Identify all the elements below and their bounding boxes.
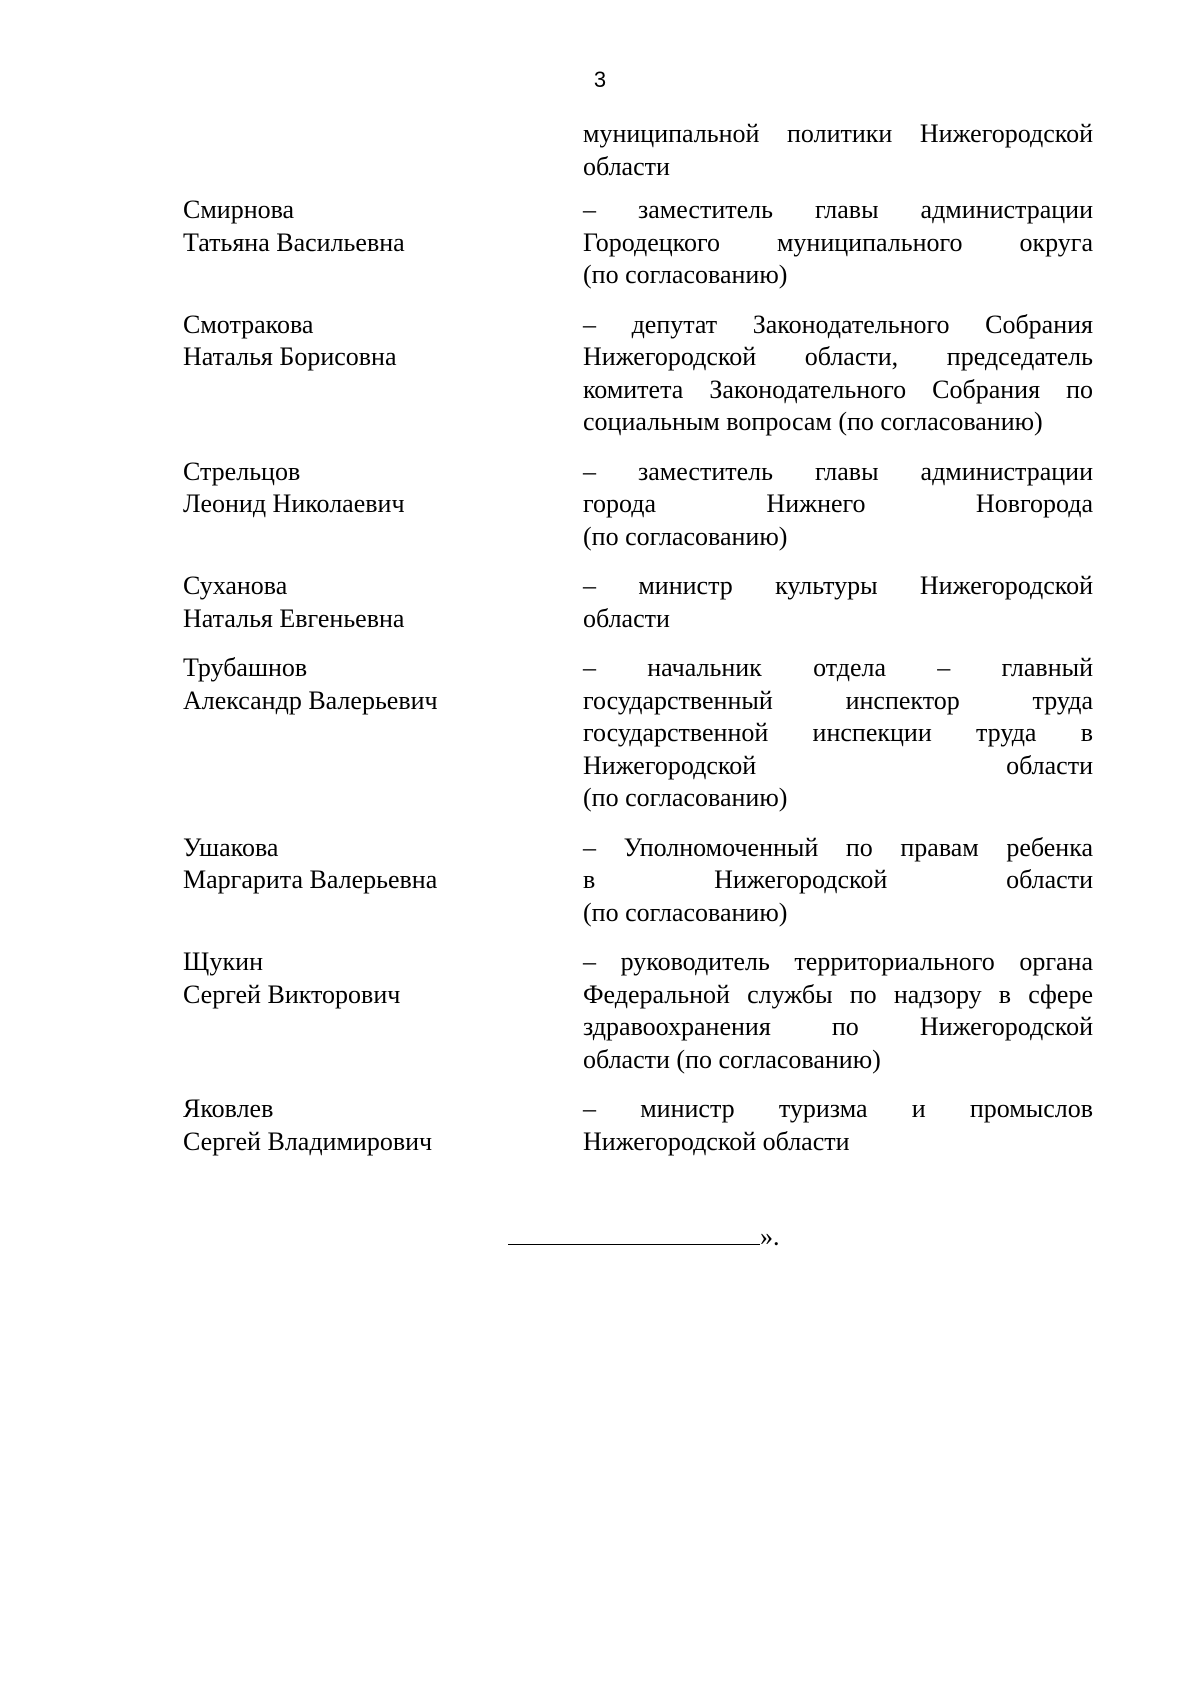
closing-rule	[508, 1222, 760, 1245]
member-entry	[0, 309, 1200, 439]
closing-quote-mark: ».	[760, 1222, 780, 1251]
role-line: (по согласованию)	[583, 897, 788, 927]
role-line: – заместитель главы администрации	[583, 195, 1093, 224]
role-line: – министр культуры Нижегородской	[583, 571, 1093, 600]
role-line: Нижегородской области, председатель	[583, 342, 1093, 371]
role-line: – министр туризма и промыслов	[583, 1094, 1093, 1123]
member-given-names: Сергей Владимирович	[183, 1126, 433, 1156]
member-name	[183, 1093, 563, 1158]
role-line: Нижегородской области	[583, 750, 1093, 780]
member-role	[583, 309, 1093, 439]
member-given-names: Наталья Евгеньевна	[183, 603, 405, 633]
role-line: комитета Законодательного Собрания по	[583, 374, 1093, 404]
role-line: Городецкого муниципального округа	[583, 227, 1093, 257]
role-line: – заместитель главы администрации	[583, 456, 1093, 486]
role-line: Нижегородской области	[583, 1126, 850, 1156]
member-given-names: Татьяна Васильевна	[183, 227, 405, 257]
member-entry	[0, 652, 1200, 815]
member-given-names: Леонид Николаевич	[183, 489, 405, 518]
page-number: 3	[593, 67, 607, 92]
member-role	[583, 194, 1093, 292]
member-role	[583, 946, 1093, 1076]
member-surname: Суханова	[183, 571, 288, 600]
member-surname: Ушакова	[183, 832, 279, 862]
role-line: – начальник отдела – главный	[583, 653, 1093, 682]
member-given-names: Наталья Борисовна	[183, 342, 397, 371]
member-entry	[0, 832, 1200, 930]
member-name	[183, 456, 563, 521]
member-role	[583, 570, 1093, 635]
role-line: – руководитель территориального органа	[583, 947, 1093, 976]
role-line: (по согласованию)	[583, 783, 788, 812]
member-surname: Смирнова	[183, 195, 295, 224]
role-line: здравоохранения по Нижегородской	[583, 1012, 1093, 1041]
role-line: Федеральной службы по надзору в сфере	[583, 979, 1093, 1009]
role-line: государственный инспектор труда	[583, 685, 1093, 715]
member-entry	[0, 946, 1200, 1076]
member-entry	[0, 570, 1200, 635]
role-line: области	[583, 603, 670, 633]
role-line: города Нижнего Новгорода	[583, 489, 1093, 518]
role-line: (по согласованию)	[583, 260, 788, 289]
member-name	[183, 570, 563, 635]
member-surname: Смотракова	[183, 309, 314, 339]
member-surname: Яковлев	[183, 1094, 274, 1123]
role-line: государственной инспекции труда в	[583, 718, 1093, 747]
member-name	[183, 652, 563, 717]
role-line: – депутат Законодательного Собрания	[583, 309, 1093, 339]
role-line: области	[583, 151, 670, 181]
member-name	[183, 946, 563, 1011]
member-role	[583, 456, 1093, 554]
member-surname: Трубашнов	[183, 653, 308, 682]
member-surname: Стрельцов	[183, 456, 301, 486]
role-line: в Нижегородской области	[583, 865, 1093, 894]
role-line: социальным вопросам (по согласованию)	[583, 407, 1043, 436]
member-role	[583, 652, 1093, 815]
member-given-names: Маргарита Валерьевна	[183, 865, 438, 894]
previous-role-continuation	[583, 118, 1093, 183]
role-line: муниципальной политики Нижегородской	[583, 119, 1093, 148]
member-entry	[0, 456, 1200, 554]
closing-line	[508, 1221, 780, 1254]
member-name	[183, 194, 563, 259]
member-surname: Щукин	[183, 947, 264, 976]
member-entry	[0, 1093, 1200, 1158]
member-role	[583, 1093, 1093, 1158]
role-line: (по согласованию)	[583, 521, 788, 551]
role-line: области (по согласованию)	[583, 1044, 881, 1074]
role-line: – Уполномоченный по правам ребенка	[583, 832, 1093, 862]
member-role	[583, 832, 1093, 930]
member-given-names: Александр Валерьевич	[183, 685, 438, 715]
member-given-names: Сергей Викторович	[183, 979, 401, 1009]
member-entry	[0, 194, 1200, 292]
member-name	[183, 309, 563, 374]
member-list	[0, 194, 1200, 1175]
member-name	[183, 832, 563, 897]
